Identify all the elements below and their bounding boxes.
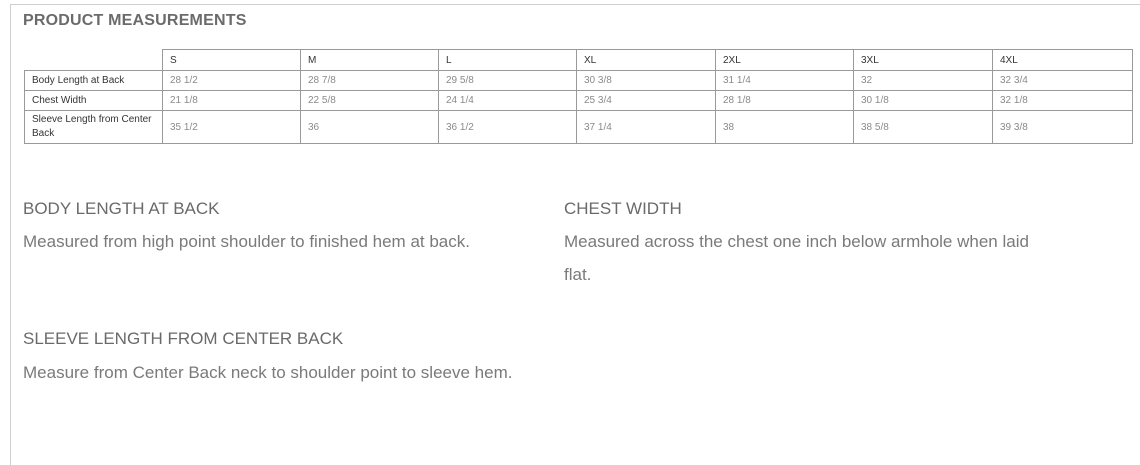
table-cell: 36 1/2: [439, 111, 577, 144]
table-cell: 37 1/4: [577, 111, 716, 144]
column-header: 2XL: [716, 50, 854, 71]
table-cell: 28 7/8: [301, 71, 439, 91]
table-cell: 32: [854, 71, 993, 91]
column-header: 3XL: [854, 50, 993, 71]
table-row: [25, 91, 1133, 111]
column-header: 4XL: [993, 50, 1133, 71]
column-header: M: [301, 50, 439, 71]
body-length-description: Measured from high point shoulder to finished hem at back.: [23, 232, 470, 251]
table-cell: 30 1/8: [854, 91, 993, 111]
row-label: Body Length at Back: [25, 71, 163, 91]
table-cell: 38: [716, 111, 854, 144]
table-cell: 35 1/2: [163, 111, 301, 144]
table-cell: 22 5/8: [301, 91, 439, 111]
section-title: PRODUCT MEASUREMENTS: [23, 12, 247, 29]
table-cell: 21 1/8: [163, 91, 301, 111]
chest-width-description: Measured across the chest one inch below armhole when laid flat.: [564, 232, 1029, 284]
table-cell: 32 3/4: [993, 71, 1133, 91]
body-length-heading: BODY LENGTH AT BACK: [23, 199, 220, 218]
row-label: Sleeve Length from Center Back: [25, 111, 163, 144]
column-header: L: [439, 50, 577, 71]
table-cell: 29 5/8: [439, 71, 577, 91]
table-cell: 30 3/8: [577, 71, 716, 91]
table-row: [25, 71, 1133, 91]
table-cell: 25 3/4: [577, 91, 716, 111]
table-corner-cell: [25, 50, 163, 71]
table-cell: 31 1/4: [716, 71, 854, 91]
table-header-row: [25, 50, 1133, 71]
row-label: Chest Width: [25, 91, 163, 111]
column-header: S: [163, 50, 301, 71]
table-row: [25, 111, 1133, 144]
sleeve-length-heading: SLEEVE LENGTH FROM CENTER BACK: [23, 329, 344, 348]
table-cell: 24 1/4: [439, 91, 577, 111]
table-cell: 38 5/8: [854, 111, 993, 144]
sleeve-length-description: Measure from Center Back neck to shoulder point to sleeve hem.: [23, 363, 513, 382]
table-cell: 32 1/8: [993, 91, 1133, 111]
chest-width-heading: CHEST WIDTH: [564, 199, 682, 218]
table-cell: 28 1/2: [163, 71, 301, 91]
column-header: XL: [577, 50, 716, 71]
table-cell: 28 1/8: [716, 91, 854, 111]
table-cell: 36: [301, 111, 439, 144]
table-cell: 39 3/8: [993, 111, 1133, 144]
size-chart-table: [24, 49, 1133, 144]
